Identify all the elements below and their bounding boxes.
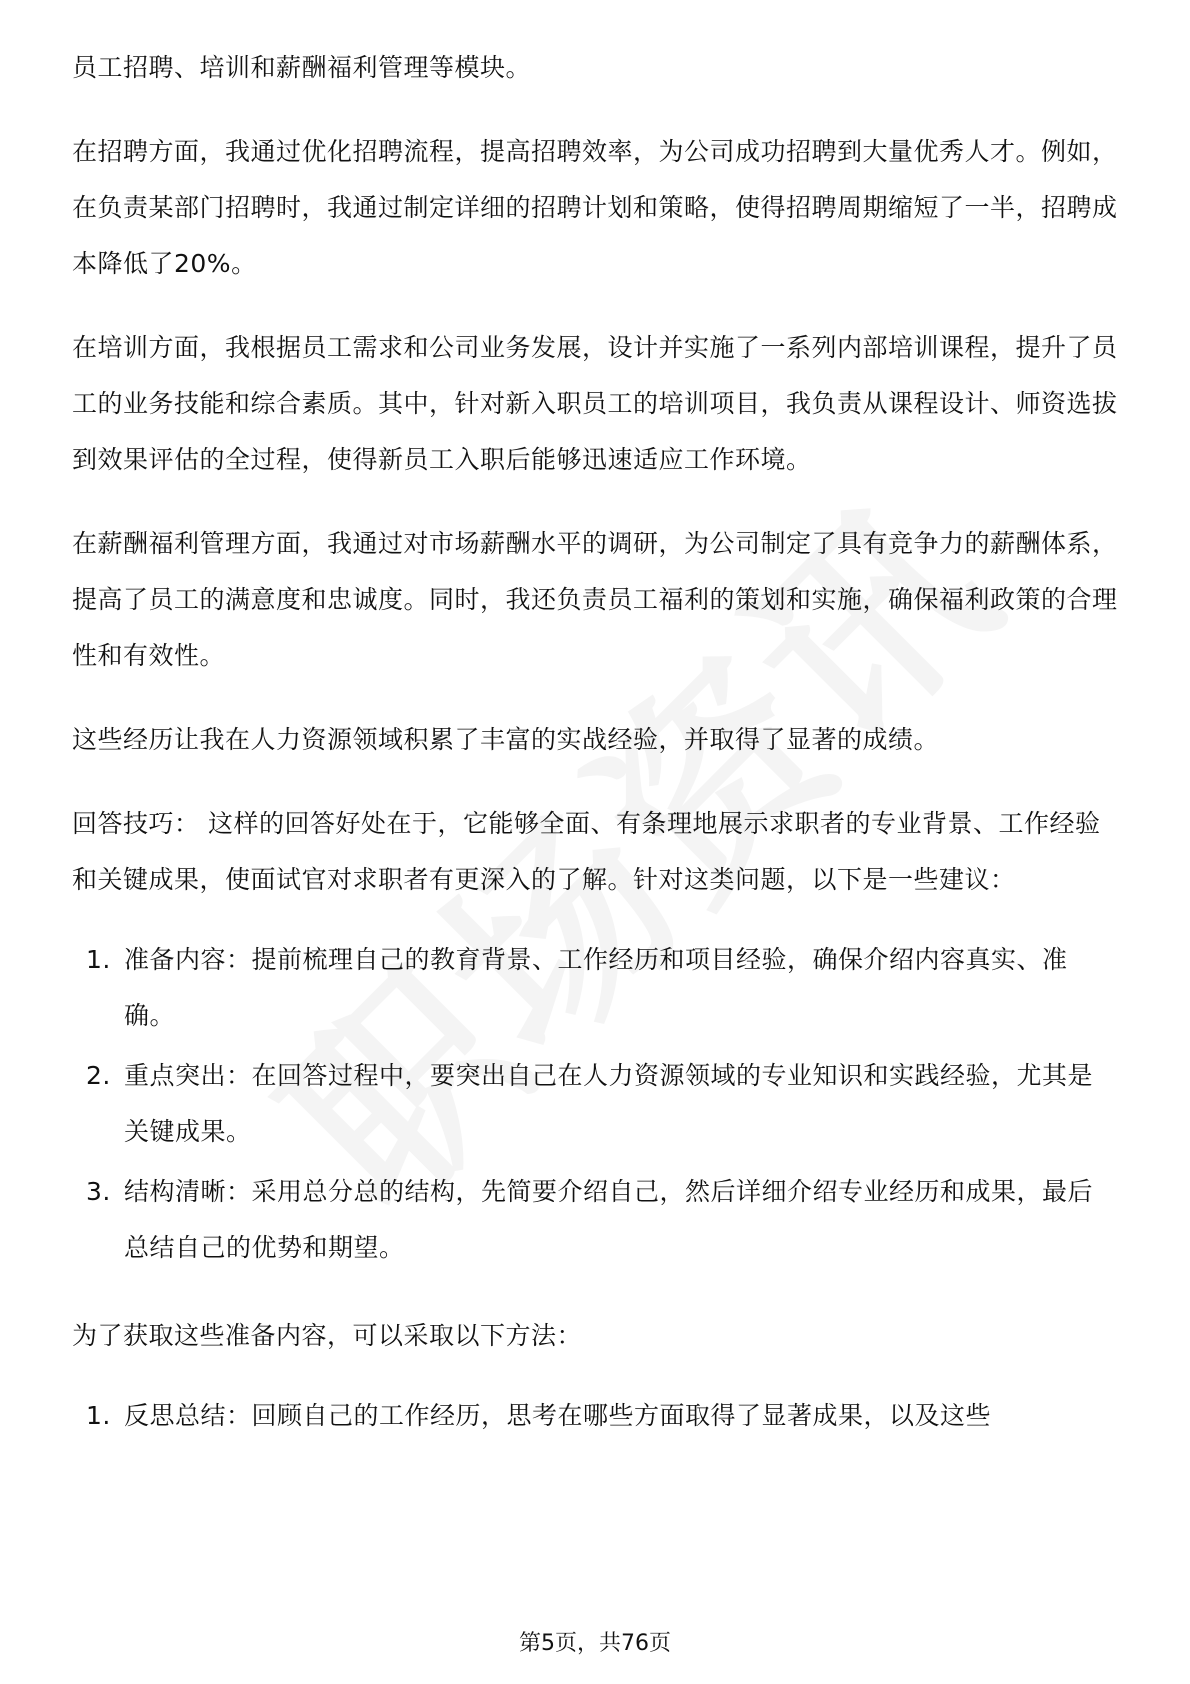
document-body (72, 40, 1118, 1476)
list-item (72, 932, 1118, 1044)
list-item-number: 3. (86, 1177, 111, 1206)
list-item-number: 1. (86, 1401, 111, 1430)
list-item-text: 结构清晰：采用总分总的结构，先简要介绍自己，然后详细介绍专业经历和成果，最后总结自己的优势和期望。 (124, 1177, 1094, 1262)
list-item (72, 1388, 1118, 1444)
list-item-text: 重点突出：在回答过程中，要突出自己在人力资源领域的专业知识和实践经验，尤其是关键成果。 (124, 1061, 1094, 1146)
list-item-number: 1. (86, 945, 111, 974)
list-item-number: 2. (86, 1061, 111, 1090)
paragraph-training: 在培训方面，我根据员工需求和公司业务发展，设计并实施了一系列内部培训课程，提升了员工的业务技能和综合素质。其中，针对新入职员工的培训项目，我负责从课程设计、师资选拔到效果评估的全过程，使得新员工入职后能够迅速适应工作环境。 (72, 333, 1118, 474)
paragraph-summary: 这些经历让我在人力资源领域积累了丰富的实战经验，并取得了显著的成绩。 (72, 725, 940, 754)
list-item-text: 准备内容：提前梳理自己的教育背景、工作经历和项目经验，确保介绍内容真实、准确。 (124, 945, 1068, 1030)
list-item-text: 反思总结：回顾自己的工作经历，思考在哪些方面取得了显著成果，以及这些 (124, 1401, 992, 1430)
methods-list (72, 1388, 1118, 1444)
paragraph-compensation: 在薪酬福利管理方面，我通过对市场薪酬水平的调研，为公司制定了具有竞争力的薪酬体系，提高了员工的满意度和忠诚度。同时，我还负责员工福利的策划和实施，确保福利政策的合理性和有效性。 (72, 529, 1118, 670)
page-footer: 第5页，共76页 (519, 1631, 671, 1656)
paragraph-intro-continued: 员工招聘、培训和薪酬福利管理等模块。 (72, 53, 532, 82)
paragraph-answer-tips: 回答技巧： 这样的回答好处在于，它能够全面、有条理地展示求职者的专业背景、工作经验和关键成果，使面试官对求职者有更深入的了解。针对这类问题，以下是一些建议： (72, 809, 1101, 894)
list-item (72, 1048, 1118, 1160)
list-item (72, 1164, 1118, 1276)
tips-list (72, 932, 1118, 1276)
paragraph-methods: 为了获取这些准备内容，可以采取以下方法： (72, 1321, 583, 1350)
paragraph-recruitment: 在招聘方面，我通过优化招聘流程，提高招聘效率，为公司成功招聘到大量优秀人才。例如，在负责某部门招聘时，我通过制定详细的招聘计划和策略，使得招聘周期缩短了一半，招聘成本降低了20%。 (72, 137, 1118, 278)
